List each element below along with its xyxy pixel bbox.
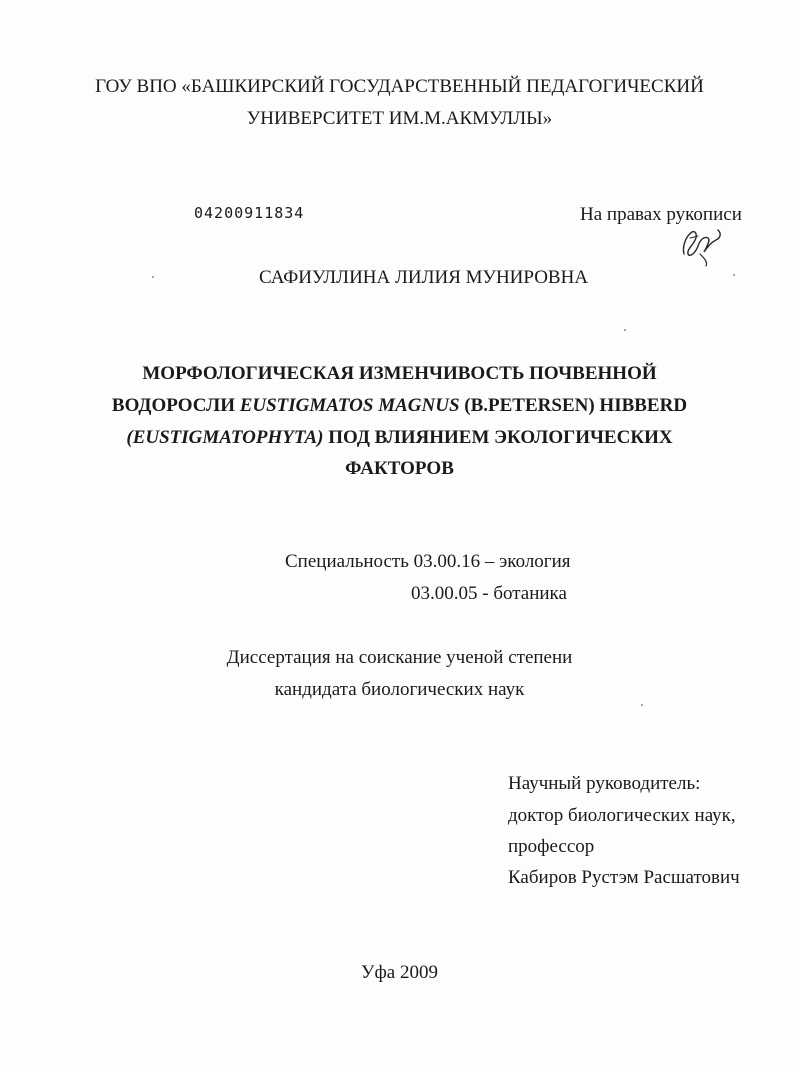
degree-line-2: кандидата биологических наук bbox=[274, 679, 525, 700]
scan-speck bbox=[624, 329, 626, 331]
title-line-3 bbox=[0, 428, 799, 447]
supervisor-degree: доктор биологических наук, bbox=[508, 805, 736, 826]
degree-line-1: Диссертация на соискание ученой степени bbox=[226, 647, 573, 668]
institution-line-2: УНИВЕРСИТЕТ ИМ.М.АКМУЛЛЫ» bbox=[246, 108, 553, 129]
specialty-line-1: Специальность 03.00.16 – экология bbox=[285, 551, 571, 572]
title-line-2 bbox=[0, 396, 799, 415]
supervisor-rank: профессор bbox=[508, 836, 595, 857]
scan-speck bbox=[152, 276, 154, 278]
handwritten-signature bbox=[678, 224, 726, 268]
title-line-4: ФАКТОРОВ bbox=[345, 458, 454, 479]
supervisor-label: Научный руководитель: bbox=[508, 773, 701, 794]
institution-line-1: ГОУ ВПО «БАШКИРСКИЙ ГОСУДАРСТВЕННЫЙ ПЕДАГОГИЧЕСКИЙ bbox=[95, 76, 704, 97]
author-name: САФИУЛЛИНА ЛИЛИЯ МУНИРОВНА bbox=[259, 267, 589, 288]
title-species-name: EUSTIGMATOS MAGNUS bbox=[239, 395, 460, 416]
title-line-2-prefix: ВОДОРОСЛИ bbox=[111, 395, 240, 416]
scan-speck bbox=[641, 704, 643, 706]
title-line-3-suffix: ПОД ВЛИЯНИЕМ ЭКОЛОГИЧЕСКИХ bbox=[323, 427, 673, 448]
title-line-2-suffix: (B.PETERSEN) HIBBERD bbox=[459, 395, 688, 416]
city-year: Уфа 2009 bbox=[361, 962, 438, 983]
catalog-number: 04200911834 bbox=[194, 204, 305, 222]
rights-note: На правах рукописи bbox=[580, 204, 742, 225]
title-line-1: МОРФОЛОГИЧЕСКАЯ ИЗМЕНЧИВОСТЬ ПОЧВЕННОЙ bbox=[142, 363, 657, 384]
title-division-name: (EUSTIGMATOPHYTA) bbox=[126, 427, 324, 448]
scan-speck bbox=[733, 274, 735, 276]
supervisor-name: Кабиров Рустэм Расшатович bbox=[508, 867, 740, 888]
specialty-line-2: 03.00.05 - ботаника bbox=[411, 583, 567, 604]
